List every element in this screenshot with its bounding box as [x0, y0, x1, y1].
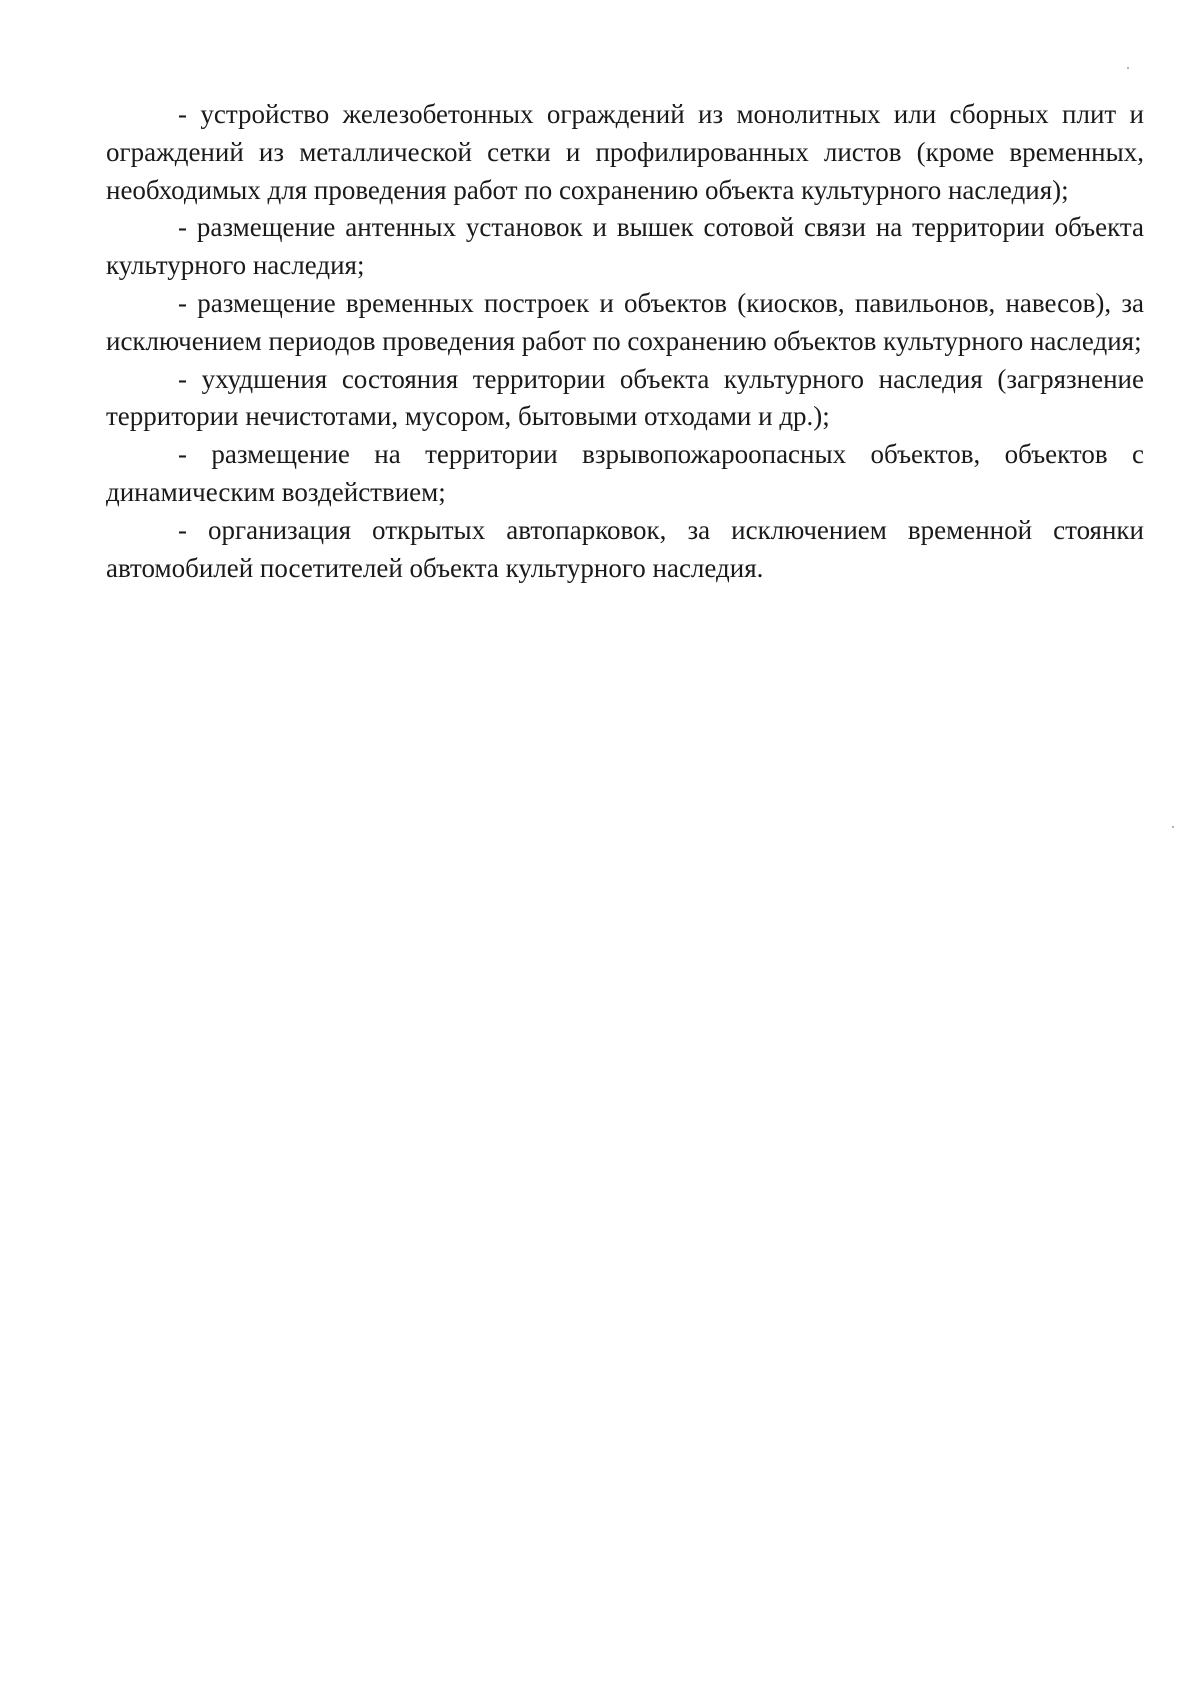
scan-speck [1172, 826, 1174, 828]
paragraph-territory-deterioration: - ухудшения состояния территории объекта культурного наследия (загрязнение территории нечистотами, мусором, бытовыми отходами и др.); [106, 363, 1144, 432]
paragraph-antenna-installations: - размещение антенных установок и вышек сотовой связи на территории объекта культурного наследия; [106, 212, 1144, 281]
scan-speck [1127, 67, 1129, 69]
paragraph-temporary-structures: - размещение временных построек и объектов (киосков, павильонов, навесов), за исключением периодов проведения работ по сохранению объектов культурного наследия; [106, 287, 1144, 356]
paragraph-reinforced-concrete-fences: - устройство железобетонных ограждений из монолитных или сборных плит и ограждений из металлической сетки и профилированных листов (кроме временных, необходимых для проведения работ по сохранению объекта культурного наследия); [106, 99, 1144, 205]
paragraph-explosive-objects: - размещение на территории взрывопожароопасных объектов, объектов с динамическим воздействием; [106, 439, 1144, 507]
paragraph-open-parking: - организация открытых автопарковок, за исключением временной стоянки автомобилей посетителей объекта культурного наследия. [106, 514, 1144, 583]
document-body [106, 96, 1144, 587]
